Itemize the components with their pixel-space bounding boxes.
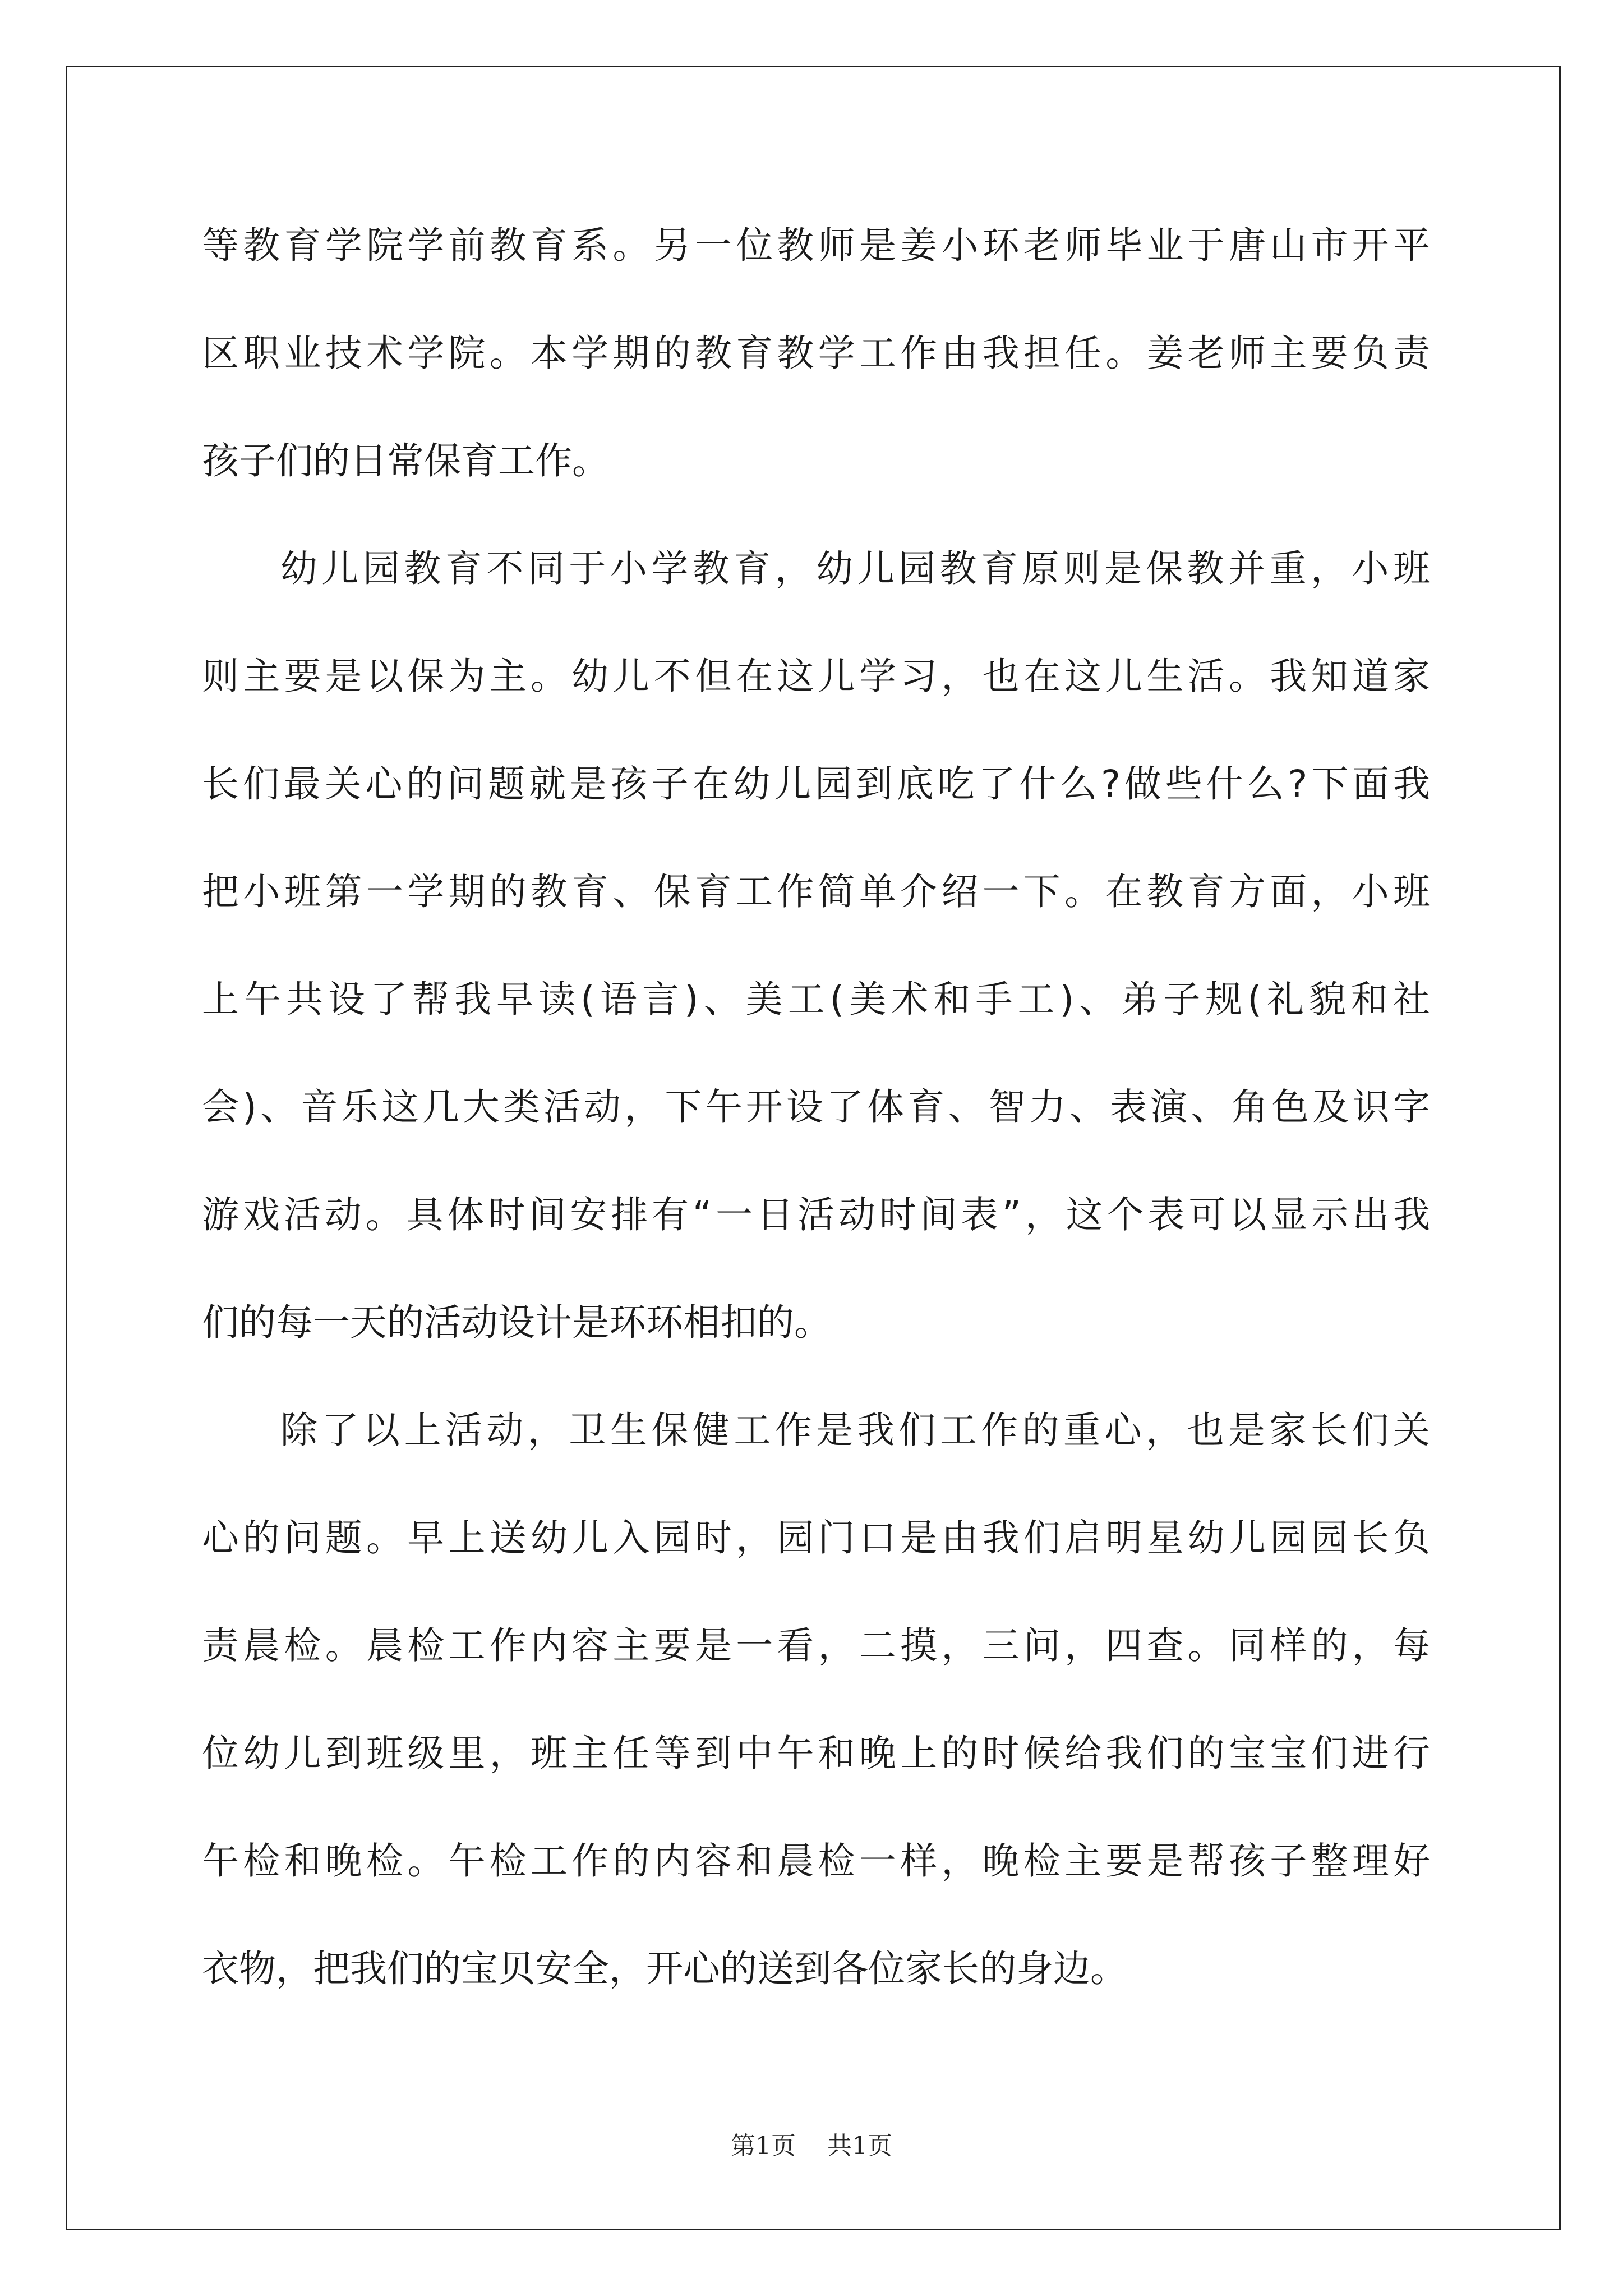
paragraph-1-line-2: 区职业技术学院。本学期的教育教学工作由我担任。姜老师主要负责 [202, 332, 1430, 375]
paragraph-2-line-4: 把小班第一学期的教育、保育工作简单介绍一下。在教育方面，小班 [202, 870, 1430, 913]
paragraph-2-line-3: 长们最关心的问题就是孩子在幼儿园到底吃了什么?做些什么?下面我 [202, 762, 1430, 806]
paragraph-2-line-1: 幼儿园教育不同于小学教育，幼儿园教育原则是保教并重，小班 [280, 547, 1430, 590]
paragraph-2-line-5: 上午共设了帮我早读(语言)、美工(美术和手工)、弟子规(礼貌和社 [202, 978, 1430, 1021]
paragraph-2-line-7: 游戏活动。具体时间安排有“一日活动时间表”，这个表可以显示出我 [202, 1193, 1430, 1236]
paragraph-2-line-2: 则主要是以保为主。幼儿不但在这儿学习，也在这儿生活。我知道家 [202, 655, 1430, 698]
paragraph-3-line-2: 心的问题。早上送幼儿入园时，园门口是由我们启明星幼儿园园长负 [202, 1516, 1430, 1559]
page-total: 共1页 [827, 2132, 892, 2160]
page-footer [0, 2131, 1623, 2162]
page-number: 第1页 [731, 2132, 796, 2160]
paragraph-2-line-6: 会)、音乐这几大类活动，下午开设了体育、智力、表演、角色及识字 [202, 1085, 1430, 1129]
paragraph-1-line-3: 孩子们的日常保育工作。 [202, 439, 609, 482]
paragraph-3-line-1: 除了以上活动，卫生保健工作是我们工作的重心，也是家长们关 [280, 1409, 1430, 1452]
paragraph-3-line-3: 责晨检。晨检工作内容主要是一看，二摸，三问，四查。同样的，每 [202, 1624, 1430, 1667]
page-border [66, 66, 1561, 2230]
paragraph-3-line-5: 午检和晚检。午检工作的内容和晨检一样，晚检主要是帮孩子整理好 [202, 1839, 1430, 1883]
paragraph-1-line-1: 等教育学院学前教育系。另一位教师是姜小环老师毕业于唐山市开平 [202, 224, 1430, 267]
paragraph-3-line-6: 衣物，把我们的宝贝安全，开心的送到各位家长的身边。 [202, 1947, 1127, 1990]
paragraph-3-line-4: 位幼儿到班级里，班主任等到中午和晚上的时候给我们的宝宝们进行 [202, 1732, 1430, 1775]
paragraph-2-line-8: 们的每一天的活动设计是环环相扣的。 [202, 1301, 831, 1344]
